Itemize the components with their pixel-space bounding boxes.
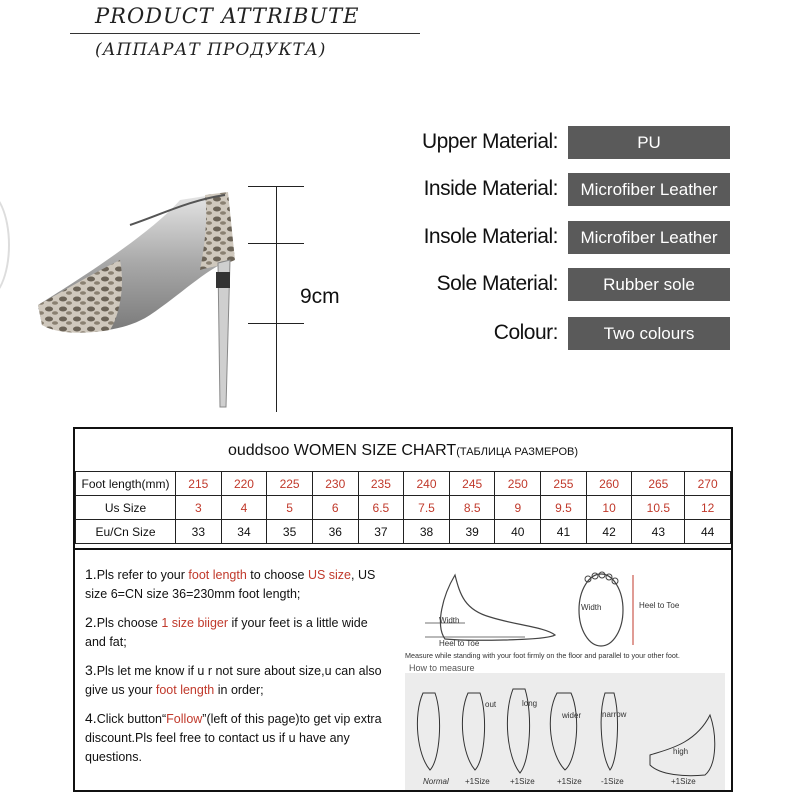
table-cell: 36 (312, 520, 358, 544)
width-label-2: Width (581, 603, 602, 612)
table-row-eu-cn-size (76, 520, 731, 544)
caption-plus1: +1Size (557, 777, 582, 786)
note-1: 1.Pls refer to your foot length to choose US size, US size 6=CN size 36=230mm foot length; (85, 566, 376, 601)
attribute-value: Microfiber Leather (568, 221, 730, 254)
table-cell: 44 (685, 520, 731, 544)
table-cell: 9.5 (541, 496, 587, 520)
table-cell: 39 (449, 520, 495, 544)
table-cell: 12 (685, 496, 731, 520)
caption-minus1: -1Size (601, 777, 624, 786)
decorative-arc (0, 190, 10, 300)
attribute-row-inside (400, 173, 730, 206)
attribute-value: PU (568, 126, 730, 159)
attribute-row-upper (400, 126, 730, 159)
table-cell: 245 (449, 472, 495, 496)
note-3: 3.Pls let me know if u r not sure about size,u can also give us your foot length in order; (85, 662, 382, 697)
table-cell: 7.5 (404, 496, 450, 520)
wider-label: wider (562, 711, 582, 720)
table-cell: 38 (404, 520, 450, 544)
size-table (75, 471, 731, 544)
high-label: high (673, 747, 689, 756)
size-chart-title (75, 442, 731, 460)
table-cell: 270 (685, 472, 731, 496)
heel-height-ruler (276, 186, 277, 412)
attribute-label: Upper Material: (421, 130, 558, 153)
narrow-label: narrow (602, 710, 627, 719)
table-cell: 5 (267, 496, 313, 520)
caption-plus1: +1Size (465, 777, 490, 786)
table-cell: 265 (632, 472, 685, 496)
table-cell: 230 (312, 472, 358, 496)
row-header: Eu/Cn Size (76, 520, 176, 544)
chart-divider (75, 548, 731, 550)
table-cell: 240 (404, 472, 450, 496)
size-chart-title-main: ouddsoo WOMEN SIZE CHART (227, 442, 457, 459)
table-cell: 220 (221, 472, 267, 496)
table-cell: 43 (632, 520, 685, 544)
table-row-foot-length (76, 472, 731, 496)
ruler-tick-top (248, 186, 304, 187)
attribute-value: Two colours (568, 317, 730, 350)
table-cell: 225 (267, 472, 313, 496)
attribute-row-insole (400, 221, 730, 254)
table-cell: 215 (176, 472, 222, 496)
long-label: long (522, 699, 538, 708)
note-4: 4.Click button“Follow”(left of this page)to get vip extra discount.Pls feel free to contact us if u have any questions. (85, 710, 382, 764)
ruler-tick-bottom (248, 323, 304, 324)
table-cell: 10.5 (632, 496, 685, 520)
table-row-us-size (76, 496, 731, 520)
table-cell: 9 (495, 496, 541, 520)
table-cell: 4 (221, 496, 267, 520)
table-cell: 35 (267, 520, 313, 544)
table-cell: 6 (312, 496, 358, 520)
row-header: Us Size (76, 496, 176, 520)
shoe-image (30, 175, 260, 415)
note-2: 2.Pls choose 1 size biiger if your feet is a little wide and fat; (85, 614, 368, 649)
attribute-label: Insole Material: (423, 225, 558, 248)
table-cell: 41 (541, 520, 587, 544)
attribute-value: Rubber sole (568, 268, 730, 301)
out-label: out (485, 700, 497, 709)
heel-height-label: 9cm (300, 285, 340, 308)
table-cell: 3 (176, 496, 222, 520)
table-cell: 260 (586, 472, 632, 496)
size-notes (85, 565, 391, 776)
foot-illustrations (405, 565, 727, 790)
header-subtitle: (АППАРАТ ПРОДУКТА) (95, 40, 327, 60)
attribute-value: Microfiber Leather (568, 173, 730, 206)
heel-to-toe-label-2: Heel to Toe (639, 601, 680, 610)
attribute-label: Colour: (493, 321, 558, 344)
table-cell: 37 (358, 520, 404, 544)
attribute-row-colour (400, 317, 730, 350)
measure-instruction: Measure while standing with your foot firmly on the floor and parallel to your other foot. (405, 651, 680, 660)
header-title: PRODUCT ATTRIBUTE (95, 4, 360, 28)
caption-plus1: +1Size (671, 777, 696, 786)
foot-measure-diagram (405, 565, 727, 790)
size-chart (73, 427, 733, 792)
caption-plus1: +1Size (510, 777, 535, 786)
table-cell: 235 (358, 472, 404, 496)
table-cell: 33 (176, 520, 222, 544)
attribute-label: Inside Material: (423, 177, 558, 200)
how-to-measure-label: How to measure (409, 663, 475, 673)
width-label: Width (439, 616, 460, 625)
table-cell: 6.5 (358, 496, 404, 520)
attribute-row-sole (400, 268, 730, 301)
caption-normal: Normal (423, 777, 449, 786)
table-cell: 42 (586, 520, 632, 544)
header-divider (70, 33, 420, 34)
table-cell: 250 (495, 472, 541, 496)
table-cell: 255 (541, 472, 587, 496)
table-cell: 34 (221, 520, 267, 544)
heel-to-toe-label: Heel to Toe (439, 639, 480, 648)
follow-link: Follow (166, 712, 203, 726)
table-cell: 8.5 (449, 496, 495, 520)
ruler-tick-middle (248, 243, 304, 244)
table-cell: 10 (586, 496, 632, 520)
size-chart-title-sub: (ТАБЛИЦА РАЗМЕРОВ) (456, 446, 579, 458)
table-cell: 40 (495, 520, 541, 544)
attribute-label: Sole Material: (436, 272, 558, 295)
row-header: Foot length(mm) (76, 472, 176, 496)
